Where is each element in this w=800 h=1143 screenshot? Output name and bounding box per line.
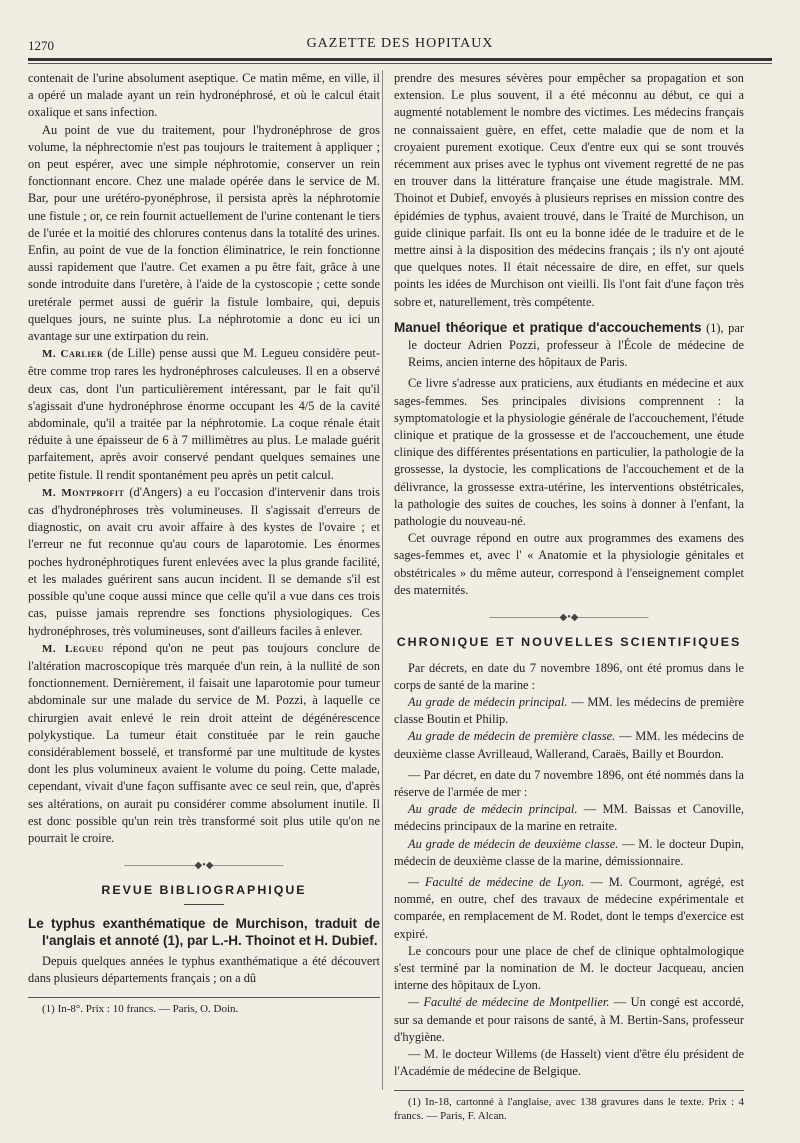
book-title: Le typhus exanthématique de Murchison, traduit de l'anglais et annoté (1), par L.-H. Thoinot et H. Dubief. xyxy=(28,915,380,948)
paragraph: Cet ouvrage répond en outre aux programmes des examens des sages-femmes et, avec l' « Anatomie et la physiologie génitales et obstétricales » du même auteur, correspond à l'enseignement complet des maternités. xyxy=(394,531,744,597)
section-title: REVUE BIBLIOGRAPHIQUE xyxy=(101,883,307,898)
book-entry xyxy=(394,319,744,372)
ornament-divider: ———————◆•◆——————— xyxy=(489,612,649,624)
paragraph: Par décrets, en date du 7 novembre 1896, ont été promus dans le corps de santé de la marine : xyxy=(394,660,744,692)
paragraph xyxy=(28,484,380,640)
paragraph-text: (d'Angers) a eu l'occasion d'intervenir dans trois cas d'hydronéphroses très volumineuses. Il s'agissait d'erreurs de diagnostic, on avait cru avoir affaire à des kystes de l'ovaire ; et l'erreur ne fut reconnue qu'au cours de laparotomie. Les énormes poches hydronéphrotiques furent enlevées avec la plus grande facilité, et les malades guérirent sans aucun incident. Il se demande s'il est possible qu'une coque aussi mince que celle qu'il a vue dans ces trois cas, puisse jamais reprendre ses fonctions physiologiques. Ces hydronéphroses, très volumineuses, sont d'ailleurs faciles à enlever. xyxy=(28,484,380,638)
paragraph xyxy=(28,640,380,847)
paragraph-text: (de Lille) pense aussi que M. Legueu considère peut-être comme trop rares les hydronéphroses calculeuses. Il en a observé deux cas, dont l'un particulièrement intéressant, par le fait qu'il s'agissait d'une hydronéphrose énorme occupant les 4/5 de la cavité abdominale, qu'il a traitée par la néphrotomie. La coque rénale était réduite à une épaisseur de 6 à 7 millimètres au plus. Le malade guérit parfaitement, après avoir conservé pendant quelques semaines une petite fistule. Il rendit spontanément peu après un petit calcul. xyxy=(28,346,380,482)
header-rule-thin xyxy=(28,63,772,64)
paragraph-text: — MM. Baissas et Canoville, médecins principaux de la marine en retraite. xyxy=(394,802,744,834)
paragraph: — Par décret, en date du 7 novembre 1896, ont été nommés dans la réserve de l'armée de mer : xyxy=(394,767,744,799)
header-rule-thick xyxy=(28,58,772,61)
speaker-name: M. Legueu xyxy=(42,642,104,655)
book-title: Manuel théorique et pratique d'accouchements xyxy=(394,319,702,335)
footnote: (1) In-18, cartonné à l'anglaise, avec 138 gravures dans le texte. Prix : 4 francs. — Paris, F. Alcan. xyxy=(394,1096,744,1123)
footnote-rule xyxy=(394,1090,744,1091)
paragraph xyxy=(394,994,744,1046)
paragraph xyxy=(28,345,380,484)
section-title: CHRONIQUE ET NOUVELLES SCIENTIFIQUES xyxy=(396,635,742,650)
italic-heading: Au grade de médecin de première classe. xyxy=(408,729,616,744)
paragraph xyxy=(394,801,744,835)
speaker-name: M. Montprofit xyxy=(42,486,125,499)
italic-heading: Au grade de médecin principal. xyxy=(408,802,578,817)
paragraph: contenait de l'urine absolument aseptique. Ce matin même, en ville, il a opéré un malade ayant un rein hydronéphrosé, et où le calcul était oxalique et sans infection. xyxy=(28,71,380,120)
page-header xyxy=(28,34,772,56)
page-number: 1270 xyxy=(28,38,54,53)
italic-heading: — Faculté de médecine de Montpellier. xyxy=(408,995,610,1010)
footnote: (1) In-8°. Prix : 10 francs. — Paris, O. Doin. xyxy=(42,1003,239,1016)
paragraph xyxy=(394,836,744,870)
paragraph: Ce livre s'adresse aux praticiens, aux étudiants en médecine et aux sages-femmes. Ses principales divisions comprennent : la symptomatologie et la physiologie générale de l'accouchement, l'étude clinique et pratique de la grossesse et de l'accouchement, une étude clinique des différentes présentations en particulier, la pathologie de la grossesse, la dystocie, les complications de l'accouchement et de la délivrance, la grossesse extra-utérine, les interventions obstétricales, la pathologie des suites de couches, les soins à donner à l'enfant, la pathologie du nouveau-né. xyxy=(394,376,744,529)
journal-title: GAZETTE DES HOPITAUX xyxy=(306,36,494,51)
paragraph-text: — MM. les médecins de deuxième classe Avrilleaud, Wallerand, Caraës, Bailly et Bourdon. xyxy=(394,729,744,761)
paragraph: — M. le docteur Willems (de Hasselt) vient d'être élu président de l'Académie de médecine de Belgique. xyxy=(394,1046,744,1079)
column-separator xyxy=(382,70,383,1090)
right-column xyxy=(394,70,744,1123)
italic-heading: Au grade de médecin principal. xyxy=(408,694,568,709)
footnote-rule xyxy=(28,997,380,998)
italic-heading: — Faculté de médecine de Lyon. xyxy=(408,874,585,889)
short-rule xyxy=(184,904,224,905)
paragraph: Le concours pour une place de chef de clinique ophtalmologique s'est terminé par la nomination de M. le docteur Jacqueau, ancien interne des hôpitaux de Lyon. xyxy=(394,943,744,993)
paragraph-text: — Un congé est accordé, sur sa demande et pour raisons de santé, à M. Bertin-Sans, professeur d'hygiène. xyxy=(394,995,744,1044)
paragraph-text: — M. le docteur Dupin, médecin de deuxième classe de la marine, démissionnaire. xyxy=(394,836,744,868)
left-column xyxy=(28,70,380,1016)
paragraph-text: — MM. les médecins de première classe Boutin et Philip. xyxy=(394,694,744,727)
paragraph: Au point de vue du traitement, pour l'hydronéphrose de gros volume, la néphrectomie n'est pas toujours le traitement à appliquer ; on peut espérer, avec une simple néphrotomie, conserver un rein fonctionnant encore. Chez une malade opérée dans le service de M. Bar, pour une urétéro-pyonéphrose, il persista après la néphrotomie une fistule ; or, ce rein fournit actuellement de l'urine contenant le tiers de l'urée et la moitié des chlorures contenus dans la totalité des urines. Enfin, au point de vue de la fonction éliminatrice, le rein fonctionne aussi rapidement que l'autre. Cet examen a pu être fait, grâce à une sonde introduite dans l'uretère, à l'aide de la cystoscopie ; cette sonde uretérale permet aussi de guérir la fistule lombaire, qui, depuis quelques jours, ne suinte plus. La néphrotomie a donc eu ici un avantage sur une extirpation du rein. xyxy=(28,122,380,344)
book-details: (1), par le docteur Adrien Pozzi, professeur à l'École de médecine de Reims, ancien interne des hôpitaux de Paris. xyxy=(408,320,744,370)
paragraph-text: répond qu'on ne peut pas toujours conclure de l'altération macroscopique très marquée d'un rein, à la nullité de son fonctionnement. Dernièrement, il faisait une laparotomie pour tumeur abdominale sur une malade du service de M. Pozzi, à laquelle ce chirurgien avait enlevé le rein droit atteint de dégénérescence polykystique. La tumeur était constituée par le rein gauche considérablement bosselé, et transformé par une multitude de kystes dont les plus volumineux avaient le volume du poing. Cette malade, cependant, vivait d'une façon suffisante avec ce seul rein, que, d'après ses altérations, on aurait pu considérer comme absolument inutile. Il est donc possible qu'un rein très transformé soit plus utile qu'on ne pourrait le croire. xyxy=(28,640,380,845)
paragraph xyxy=(394,694,744,728)
ornament-divider: ———————◆•◆——————— xyxy=(124,860,284,872)
paragraph xyxy=(394,728,744,762)
italic-heading: Au grade de médecin de deuxième classe. xyxy=(408,836,619,851)
paragraph-text: — M. Courmont, agrégé, est nommé, en outre, chef des travaux de médecine expérimentale et comparée, en remplacement de M. Rodet, dont le temps d'exercice est expiré. xyxy=(394,874,745,941)
paragraph: Depuis quelques années le typhus exanthématique a été découvert dans plusieurs départements français ; on a dû xyxy=(28,953,380,986)
speaker-name: M. Carlier xyxy=(42,348,104,361)
paragraph: prendre des mesures sévères pour empêcher sa propagation et son extension. Le plus souvent, il a été méconnu au début, ce qui a augmenté notablement le nombre des victimes. Les médecins français ne connaissaient guère, en effet, cette maladie que de nom et la croyaient purement exotique. Ceux d'entre eux qui se sont trouvés récemment aux prises avec le typhus ont vivement regretté de ne pas en trouver dans la littérature française une étude magistrale. MM. Thoinot et Dubief, envoyés à plusieurs reprises en mission contre des épidémies de typhus, avaient trouvé, dans le Traité de Murchison, un guide clinique parfait. Ils ont eu la bonne idée de le traduire et de le mettre ainsi à la disposition des médecins français ; ils n'y ont ajouté que quelques notes. Il était nécessaire de dire, en effet, sur quels points les idées de Murchison ont vieilli. Ils l'ont fait d'une façon très sobre et, naturellement, très compétente. xyxy=(394,71,744,309)
paragraph xyxy=(394,874,744,943)
